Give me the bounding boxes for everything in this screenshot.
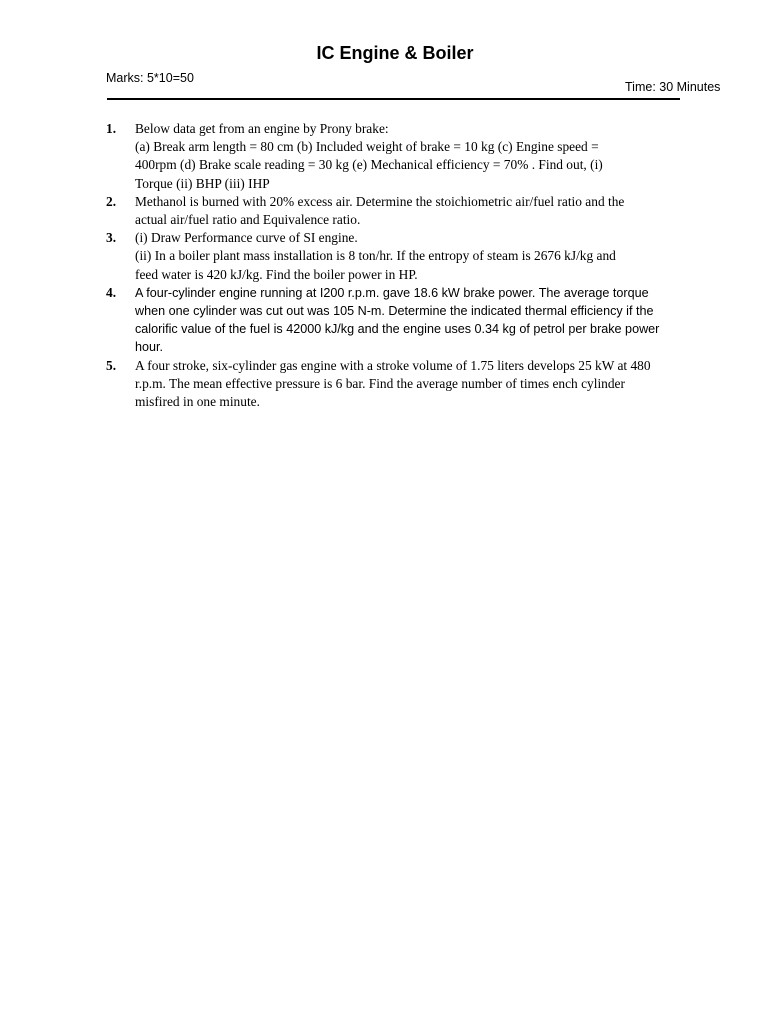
question-line: calorific value of the fuel is 42000 kJ/kg and the engine uses 0.34 kg of petrol per brake power <box>135 322 660 337</box>
question-3 <box>106 229 678 284</box>
time-label: Time: 30 Minutes <box>625 80 721 94</box>
question-5 <box>106 357 678 412</box>
header-divider <box>107 98 680 100</box>
question-number: 4. <box>106 284 117 300</box>
question-number: 5. <box>106 357 117 373</box>
question-number: 2. <box>106 193 117 209</box>
question-line: (a) Break arm length = 80 cm (b) Included weight of brake = 10 kg (c) Engine speed = <box>135 139 599 155</box>
question-text <box>135 229 678 284</box>
question-text <box>135 120 678 193</box>
question-number: 1. <box>106 121 117 136</box>
question-text <box>135 284 678 357</box>
question-line: misfired in one minute. <box>135 394 260 410</box>
question-line: (i) Draw Performance curve of SI engine. <box>135 230 358 246</box>
question-line: feed water is 420 kJ/kg. Find the boiler power in HP. <box>135 266 418 282</box>
question-line: A four stroke, six-cylinder gas engine with a stroke volume of 1.75 liters develops 25 kW at 480 <box>135 357 651 373</box>
question-line: Torque (ii) BHP (iii) IHP <box>135 175 270 191</box>
question-line: Methanol is burned with 20% excess air. Determine the stoichiometric air/fuel ratio and the <box>135 193 625 209</box>
question-text <box>135 193 678 229</box>
question-line: Below data get from an engine by Prony brake: <box>135 121 389 136</box>
question-line: hour. <box>135 340 164 355</box>
question-line: (ii) In a boiler plant mass installation is 8 ton/hr. If the entropy of steam is 2676 kJ/kg and <box>135 248 616 264</box>
question-line: r.p.m. The mean effective pressure is 6 bar. Find the average number of times ench cylinder <box>135 375 625 391</box>
question-4 <box>106 284 678 357</box>
question-2 <box>106 193 678 229</box>
question-1 <box>106 120 678 193</box>
question-text <box>135 357 678 412</box>
question-line: when one cylinder was cut out was 105 N-m. Determine the indicated thermal efficiency if the <box>135 304 654 319</box>
question-line: 400rpm (d) Brake scale reading = 30 kg (e) Mechanical efficiency = 70% . Find out, (i) <box>135 157 603 173</box>
question-line: actual air/fuel ratio and Equivalence ratio. <box>135 212 361 228</box>
question-number: 3. <box>106 230 117 246</box>
marks-label: Marks: 5*10=50 <box>106 71 194 85</box>
exam-title: IC Engine & Boiler <box>316 43 474 63</box>
question-line: A four-cylinder engine running at I200 r.p.m. gave 18.6 kW brake power. The average torque <box>135 285 649 300</box>
question-list <box>106 120 678 411</box>
